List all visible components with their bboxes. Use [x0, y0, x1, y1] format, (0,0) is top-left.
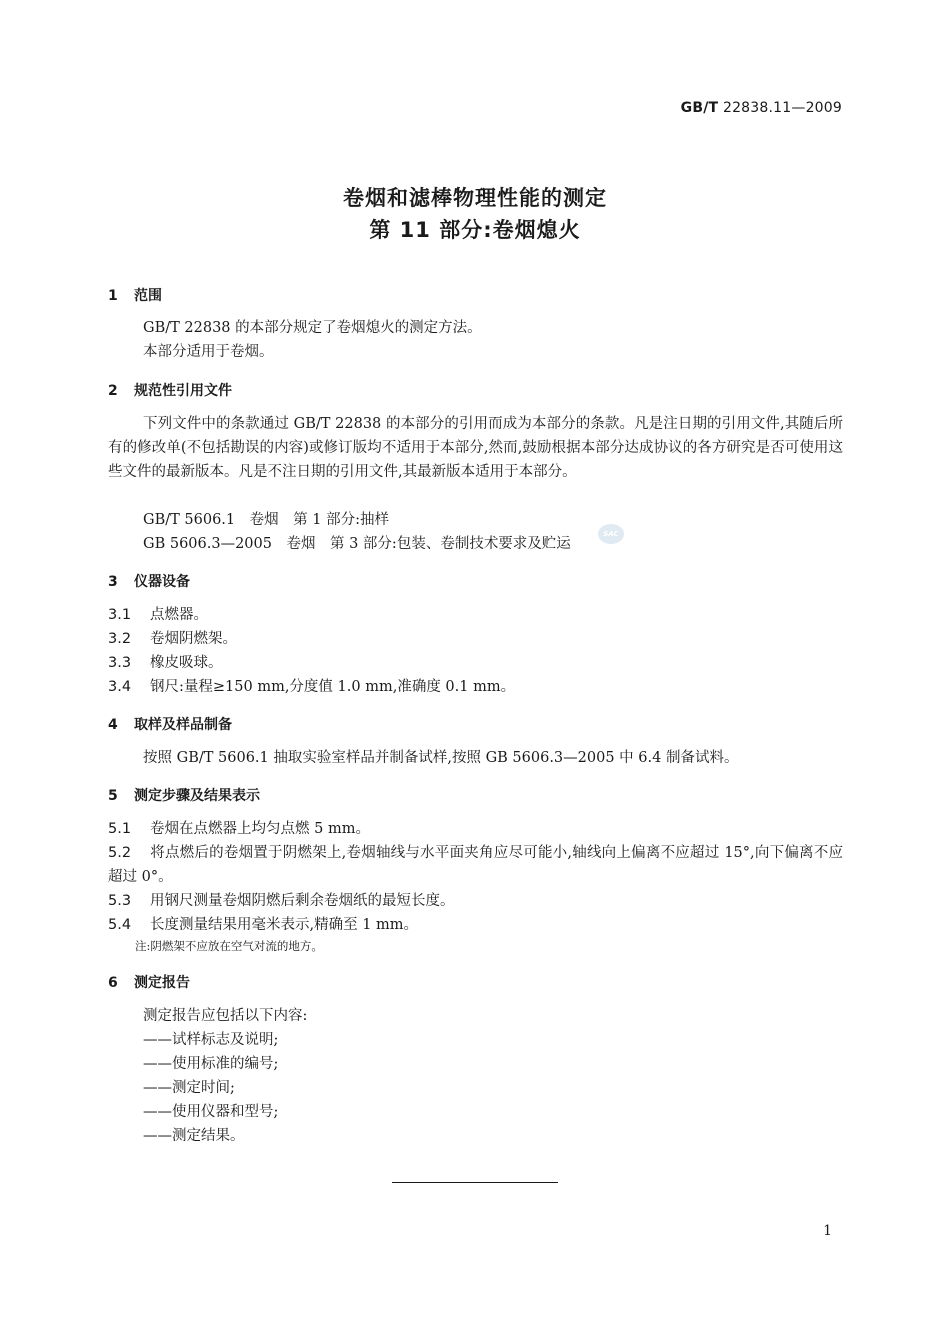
- list-item: [108, 603, 208, 627]
- item-number: 5.2: [108, 845, 132, 861]
- section-4-heading: [108, 714, 232, 734]
- item-number: 5.4: [108, 917, 132, 933]
- item-number: 3.3: [108, 655, 132, 671]
- list-item: [108, 889, 455, 913]
- standard-prefix: GB/T: [680, 100, 719, 116]
- paragraph: 本部分适用于卷烟。: [143, 344, 274, 360]
- reference-item: GB 5606.3—2005 卷烟 第 3 部分:包装、卷制技术要求及贮运: [143, 536, 571, 552]
- item-number: 5.1: [108, 821, 132, 837]
- section-title: 测定步骤及结果表示: [134, 788, 260, 804]
- item-text: 长度测量结果用毫米表示,精确至 1 mm。: [150, 917, 419, 933]
- list-item: ——试样标志及说明;: [143, 1032, 279, 1048]
- reference-item: GB/T 5606.1 卷烟 第 1 部分:抽样: [143, 512, 389, 528]
- section-number: 5: [108, 788, 118, 804]
- document-title: 卷烟和滤棒物理性能的测定: [343, 186, 607, 210]
- item-text: 橡皮吸球。: [150, 655, 223, 671]
- list-item: ——测定结果。: [143, 1128, 245, 1144]
- item-number: 3.2: [108, 631, 132, 647]
- list-item: ——测定时间;: [143, 1080, 235, 1096]
- list-item: [108, 627, 237, 651]
- section-number: 2: [108, 383, 118, 399]
- item-text: 将点燃后的卷烟置于阴燃架上,卷烟轴线与水平面夹角应尽可能小,轴线向上偏离不应超过 15°,向下偏离不应超过 0°。: [108, 845, 843, 885]
- section-number: 1: [108, 288, 118, 304]
- section-title: 仪器设备: [134, 574, 190, 590]
- watermark-logo: SAC: [598, 524, 624, 544]
- section-3-heading: [108, 571, 190, 591]
- document-subtitle: 第 11 部分:卷烟熄火: [369, 218, 581, 242]
- section-title: 取样及样品制备: [134, 717, 232, 733]
- item-text: 卷烟在点燃器上均匀点燃 5 mm。: [150, 821, 370, 837]
- list-item: [108, 651, 223, 675]
- section-number: 4: [108, 717, 118, 733]
- item-text: 钢尺:量程≥150 mm,分度值 1.0 mm,准确度 0.1 mm。: [150, 679, 516, 695]
- list-item: [108, 817, 370, 841]
- note: 注:阴燃架不应放在空气对流的地方。: [135, 939, 323, 953]
- list-item: [108, 841, 843, 889]
- page-number: 1: [823, 1223, 832, 1239]
- section-6-heading: [108, 972, 190, 992]
- item-text: 点燃器。: [150, 607, 208, 623]
- list-item: [108, 913, 418, 937]
- section-number: 6: [108, 975, 118, 991]
- list-item: [108, 675, 515, 699]
- standard-number: 22838.11—2009: [722, 100, 842, 116]
- end-rule: [392, 1182, 558, 1183]
- list-item: ——使用标准的编号;: [143, 1056, 279, 1072]
- item-text: 卷烟阴燃架。: [150, 631, 237, 647]
- item-text: 用钢尺测量卷烟阴燃后剩余卷烟纸的最短长度。: [150, 893, 455, 909]
- paragraph: 下列文件中的条款通过 GB/T 22838 的本部分的引用而成为本部分的条款。凡是注日期的引用文件,其随后所有的修改单(不包括勘误的内容)或修订版均不适用于本部分,然而,鼓励根据本部分达成协议的各方研究是否可使用这些文件的最新版本。凡是不注日期的引用文件,其最新版本适用于本部分。: [108, 416, 843, 480]
- item-number: 3.4: [108, 679, 132, 695]
- section-title: 范围: [134, 288, 162, 304]
- standard-code: [681, 100, 842, 116]
- section-number: 3: [108, 574, 118, 590]
- section-title: 测定报告: [134, 975, 190, 991]
- item-number: 3.1: [108, 607, 132, 623]
- section-2-heading: [108, 380, 232, 400]
- paragraph: GB/T 22838 的本部分规定了卷烟熄火的测定方法。: [143, 320, 482, 336]
- list-item: ——使用仪器和型号;: [143, 1104, 279, 1120]
- section-1-heading: [108, 285, 162, 305]
- paragraph: 测定报告应包括以下内容:: [143, 1008, 308, 1024]
- item-number: 5.3: [108, 893, 132, 909]
- section-title: 规范性引用文件: [134, 383, 232, 399]
- paragraph: 按照 GB/T 5606.1 抽取实验室样品并制备试样,按照 GB 5606.3—2005 中 6.4 制备试料。: [143, 750, 739, 766]
- section-5-heading: [108, 785, 260, 805]
